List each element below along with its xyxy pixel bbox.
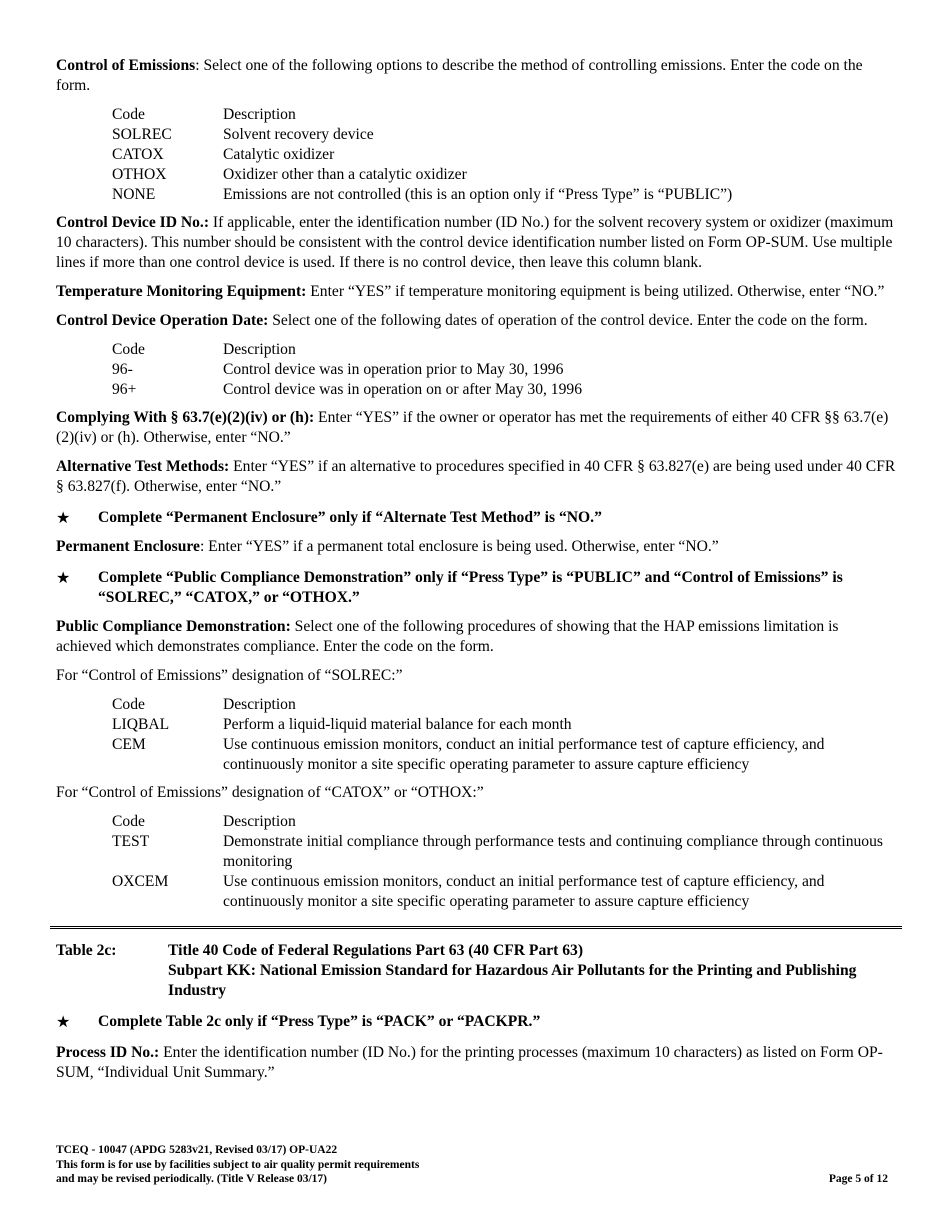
control-emissions-paragraph — [56, 56, 896, 96]
code-table-header — [112, 695, 896, 715]
instruction-note — [56, 568, 896, 608]
table-2c-title-line1: Title 40 Code of Federal Regulations Part 63 (40 CFR Part 63) — [168, 942, 584, 959]
table-2c-label: Table 2c: — [56, 942, 117, 959]
catox-intro: For “Control of Emissions” designation of “CATOX” or “OTHOX:” — [56, 784, 484, 801]
code-row — [112, 735, 896, 775]
description-cell: Catalytic oxidizer — [223, 146, 335, 163]
operation-date-paragraph — [56, 311, 896, 331]
table-2c-heading — [56, 941, 896, 1001]
control-emissions-text: : Select one of the following options to describe the method of controlling emissions. Enter the code on the form. — [56, 57, 863, 94]
description-cell: Oxidizer other than a catalytic oxidizer — [223, 166, 467, 183]
document-page — [56, 56, 896, 1092]
code-table-header — [112, 812, 896, 832]
code-cell: OXCEM — [112, 873, 169, 890]
public-compliance-text: Select one of the following procedures of showing that the HAP emissions limitation is achieved which demonstrates compliance. Enter the code on the form. — [56, 618, 839, 655]
complying-text: Enter “YES” if the owner or operator has met the requirements of either 40 CFR §§ 63.7(e)(2)(iv) or (h). Otherwise, enter “NO.” — [56, 409, 889, 446]
code-cell: 96+ — [112, 381, 137, 398]
code-row — [112, 832, 896, 872]
alt-test-text: Enter “YES” if an alternative to procedures specified in 40 CFR § 63.827(e) are being used under 40 CFR § 63.827(f). Otherwise, enter “NO.” — [56, 458, 896, 495]
code-row — [112, 380, 896, 400]
code-row — [112, 165, 896, 185]
code-cell: NONE — [112, 186, 156, 203]
process-id-paragraph — [56, 1043, 896, 1083]
code-cell: TEST — [112, 833, 150, 850]
code-cell: SOLREC — [112, 126, 172, 143]
control-device-id-label: Control Device ID No.: — [56, 214, 210, 231]
code-cell: OTHOX — [112, 166, 167, 183]
page-footer — [56, 1143, 888, 1187]
footer-note-line2: and may be revised periodically. (Title V Release 03/17) — [56, 1173, 327, 1185]
temp-monitoring-paragraph — [56, 282, 896, 302]
description-header: Description — [223, 106, 296, 123]
alt-test-label: Alternative Test Methods: — [56, 458, 230, 475]
control-emissions-code-table — [112, 105, 896, 205]
alt-test-paragraph — [56, 457, 896, 497]
operation-date-code-table — [112, 340, 896, 400]
description-cell: Solvent recovery device — [223, 126, 374, 143]
catox-code-table — [112, 812, 896, 912]
description-header: Description — [223, 696, 296, 713]
complying-paragraph — [56, 408, 896, 448]
code-cell: LIQBAL — [112, 716, 170, 733]
star-icon: ★ — [56, 568, 71, 587]
operation-date-label: Control Device Operation Date: — [56, 312, 269, 329]
code-header: Code — [112, 341, 145, 358]
process-id-label: Process ID No.: — [56, 1044, 160, 1061]
process-id-text: Enter the identification number (ID No.) for the printing processes (maximum 10 characters) as listed on Form OP-SUM, “Individual Unit Summary.” — [56, 1044, 883, 1081]
code-row — [112, 125, 896, 145]
table-2c-title — [168, 941, 896, 1001]
code-row — [112, 872, 896, 912]
operation-date-text: Select one of the following dates of operation of the control device. Enter the code on the form. — [268, 312, 868, 329]
star-icon: ★ — [56, 508, 71, 527]
description-header: Description — [223, 813, 296, 830]
temp-monitoring-text: Enter “YES” if temperature monitoring equipment is being utilized. Otherwise, enter “NO.” — [306, 283, 885, 300]
code-cell: CEM — [112, 736, 146, 753]
code-row — [112, 145, 896, 165]
instruction-note-text: Complete “Permanent Enclosure” only if “Alternate Test Method” is “NO.” — [98, 509, 602, 526]
instruction-note — [56, 1012, 896, 1032]
description-cell: Perform a liquid-liquid material balance for each month — [223, 716, 572, 733]
code-row — [112, 715, 896, 735]
solrec-intro: For “Control of Emissions” designation of “SOLREC:” — [56, 667, 403, 684]
description-header: Description — [223, 341, 296, 358]
code-table-header — [112, 340, 896, 360]
description-cell: Control device was in operation on or after May 30, 1996 — [223, 381, 582, 398]
perm-enclosure-paragraph — [56, 537, 896, 557]
table-2c-title-line2: Subpart KK: National Emission Standard for Hazardous Air Pollutants for the Printing and Publishing Industry — [168, 962, 857, 999]
perm-enclosure-text: : Enter “YES” if a permanent total enclosure is being used. Otherwise, enter “NO.” — [199, 538, 719, 555]
code-header: Code — [112, 106, 145, 123]
code-header: Code — [112, 696, 145, 713]
code-cell: CATOX — [112, 146, 164, 163]
control-emissions-label: Control of Emissions — [56, 57, 196, 74]
code-table-header — [112, 105, 896, 125]
description-cell: Emissions are not controlled (this is an option only if “Press Type” is “PUBLIC”) — [223, 186, 733, 203]
page-number: Page 5 of 12 — [828, 1173, 888, 1185]
description-cell: Use continuous emission monitors, conduct an initial performance test of capture efficiency, and continuously monitor a site specific operating parameter to assure capture efficiency — [223, 736, 825, 773]
footer-note-line1: This form is for use by facilities subject to air quality permit requirements — [56, 1158, 420, 1171]
code-header: Code — [112, 813, 145, 830]
control-device-id-paragraph — [56, 213, 896, 273]
public-compliance-paragraph — [56, 617, 896, 657]
description-cell: Control device was in operation prior to May 30, 1996 — [223, 361, 564, 378]
complying-label: Complying With § 63.7(e)(2)(iv) or (h): — [56, 409, 315, 426]
instruction-note-text: Complete “Public Compliance Demonstration” only if “Press Type” is “PUBLIC” and “Control of Emissions” is “SOLREC,” “CATOX,” or “OTHOX.” — [98, 569, 843, 606]
description-cell: Demonstrate initial compliance through performance tests and continuing compliance through continuous monitoring — [223, 833, 883, 870]
footer-form-id: TCEQ - 10047 (APDG 5283v21, Revised 03/17) OP-UA22 — [56, 1144, 338, 1156]
solrec-code-table — [112, 695, 896, 775]
control-device-id-text: If applicable, enter the identification number (ID No.) for the solvent recovery system or oxidizer (maximum 10 characters). This number should be consistent with the control device identification number listed on Form OP-SUM. Use multiple lines if more than one control device is used. If there is no control device, then leave this column blank. — [56, 214, 894, 271]
section-divider — [50, 926, 902, 929]
description-cell: Use continuous emission monitors, conduct an initial performance test of capture efficiency, and continuously monitor a site specific operating parameter to assure capture efficiency — [223, 873, 825, 910]
instruction-note — [56, 508, 896, 528]
code-row — [112, 185, 896, 205]
perm-enclosure-label: Permanent Enclosure — [56, 538, 200, 555]
instruction-note-text: Complete Table 2c only if “Press Type” is “PACK” or “PACKPR.” — [98, 1013, 541, 1030]
star-icon: ★ — [56, 1012, 71, 1031]
public-compliance-label: Public Compliance Demonstration: — [56, 618, 291, 635]
code-cell: 96- — [112, 361, 133, 378]
temp-monitoring-label: Temperature Monitoring Equipment: — [56, 283, 307, 300]
code-row — [112, 360, 896, 380]
